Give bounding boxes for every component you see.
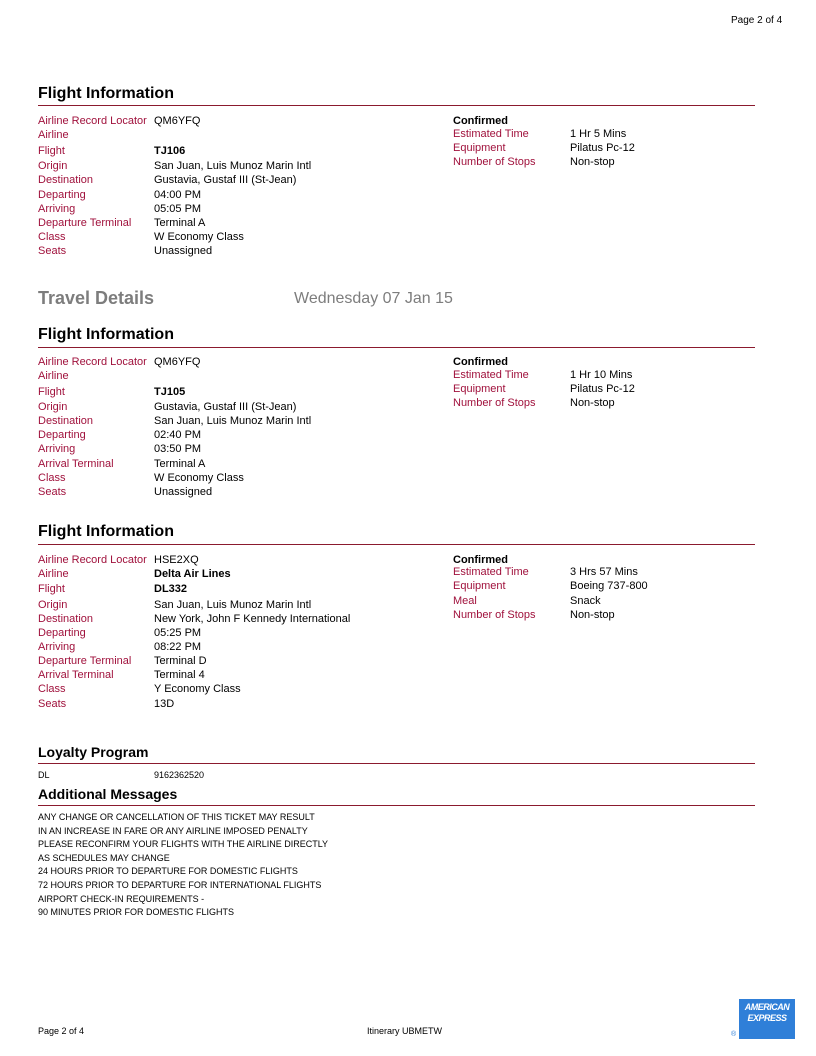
value-record-locator: QM6YFQ — [154, 115, 201, 127]
message-line: AS SCHEDULES MAY CHANGE — [38, 852, 170, 863]
value-origin: San Juan, Luis Munoz Marin Intl — [154, 599, 312, 611]
label-origin: Origin — [38, 599, 68, 611]
page-number-header: Page 2 of 4 — [731, 15, 783, 26]
label-stops: Number of Stops — [453, 609, 536, 621]
value-arrival-terminal: Terminal 4 — [154, 669, 205, 681]
value-meal: Snack — [570, 595, 601, 607]
label-estimated-time: Estimated Time — [453, 566, 529, 578]
label-arrival-terminal: Arrival Terminal — [38, 458, 114, 470]
flight-info-heading: Flight Information — [38, 85, 174, 102]
message-line: IN AN INCREASE IN FARE OR ANY AIRLINE IMPOSED PENALTY — [38, 825, 308, 836]
value-estimated-time: 1 Hr 10 Mins — [570, 369, 633, 381]
value-departure-terminal: Terminal A — [154, 217, 206, 229]
value-flight: TJ105 — [154, 386, 186, 398]
amex-logo — [739, 999, 795, 1039]
value-seats: Unassigned — [154, 245, 213, 257]
value-departure-terminal: Terminal D — [154, 655, 207, 667]
label-airline: Airline — [38, 129, 69, 141]
label-departure-terminal: Departure Terminal — [38, 217, 132, 229]
label-arriving: Arriving — [38, 443, 76, 455]
logo-line-1: AMERICAN — [744, 1002, 790, 1012]
label-departing: Departing — [38, 627, 86, 639]
value-arriving: 08:22 PM — [154, 641, 202, 653]
messages-heading: Additional Messages — [38, 786, 178, 802]
status-confirmed: Confirmed — [453, 554, 508, 566]
message-line: 90 MINUTES PRIOR FOR DOMESTIC FLIGHTS — [38, 907, 235, 918]
label-seats: Seats — [38, 486, 67, 498]
value-destination: New York, John F Kennedy International — [154, 613, 351, 625]
label-equipment: Equipment — [453, 142, 506, 154]
status-confirmed: Confirmed — [453, 356, 508, 368]
value-seats: 13D — [154, 698, 175, 710]
label-seats: Seats — [38, 245, 67, 257]
value-departing: 05:25 PM — [154, 627, 202, 639]
label-record-locator: Airline Record Locator — [38, 356, 147, 368]
label-origin: Origin — [38, 160, 68, 172]
logo-line-2: EXPRESS — [747, 1013, 787, 1023]
value-class: W Economy Class — [154, 231, 244, 243]
label-arrival-terminal: Arrival Terminal — [38, 669, 114, 681]
section-divider — [38, 105, 755, 106]
value-estimated-time: 3 Hrs 57 Mins — [570, 566, 638, 578]
page-number-footer: Page 2 of 4 — [38, 1026, 85, 1036]
label-departing: Departing — [38, 429, 86, 441]
label-equipment: Equipment — [453, 383, 506, 395]
value-stops: Non-stop — [570, 609, 615, 621]
loyalty-number: 9162362520 — [154, 770, 205, 780]
label-class: Class — [38, 472, 66, 484]
flight-info-heading: Flight Information — [38, 326, 174, 343]
value-flight: TJ106 — [154, 145, 186, 157]
messages-body — [38, 811, 328, 920]
message-line: ANY CHANGE OR CANCELLATION OF THIS TICKET MAY RESULT — [38, 812, 315, 822]
label-class: Class — [38, 683, 66, 695]
label-departure-terminal: Departure Terminal — [38, 655, 132, 667]
label-record-locator: Airline Record Locator — [38, 115, 147, 127]
travel-details-heading: Travel Details — [38, 288, 155, 308]
value-arriving: 03:50 PM — [154, 443, 202, 455]
value-equipment: Pilatus Pc-12 — [570, 383, 635, 395]
value-departing: 04:00 PM — [154, 189, 202, 201]
value-stops: Non-stop — [570, 397, 615, 409]
value-class: Y Economy Class — [154, 683, 241, 695]
value-arriving: 05:05 PM — [154, 203, 202, 215]
label-seats: Seats — [38, 698, 67, 710]
label-equipment: Equipment — [453, 580, 506, 592]
label-flight: Flight — [38, 145, 65, 157]
value-flight: DL332 — [154, 583, 188, 595]
status-confirmed: Confirmed — [453, 115, 508, 127]
value-estimated-time: 1 Hr 5 Mins — [570, 128, 627, 140]
travel-date: Wednesday 07 Jan 15 — [294, 290, 453, 307]
value-origin: Gustavia, Gustaf III (St-Jean) — [154, 401, 297, 413]
value-seats: Unassigned — [154, 486, 213, 498]
label-departing: Departing — [38, 189, 86, 201]
value-destination: San Juan, Luis Munoz Marin Intl — [154, 415, 312, 427]
message-line: 72 HOURS PRIOR TO DEPARTURE FOR INTERNATIONAL FLIGHTS — [38, 879, 322, 890]
section-divider — [38, 763, 755, 764]
label-destination: Destination — [38, 174, 94, 186]
label-airline: Airline — [38, 370, 69, 382]
value-record-locator: HSE2XQ — [154, 554, 199, 566]
label-flight: Flight — [38, 386, 65, 398]
label-destination: Destination — [38, 415, 94, 427]
value-record-locator: QM6YFQ — [154, 356, 201, 368]
message-line: AIRPORT CHECK-IN REQUIREMENTS - — [38, 893, 205, 904]
value-airline: Delta Air Lines — [154, 568, 231, 580]
label-estimated-time: Estimated Time — [453, 369, 529, 381]
value-class: W Economy Class — [154, 472, 244, 484]
value-equipment: Boeing 737-800 — [570, 580, 648, 592]
section-divider — [38, 347, 755, 348]
value-stops: Non-stop — [570, 156, 615, 168]
label-meal: Meal — [453, 595, 477, 607]
label-destination: Destination — [38, 613, 94, 625]
value-origin: San Juan, Luis Munoz Marin Intl — [154, 160, 312, 172]
loyalty-heading: Loyalty Program — [38, 744, 149, 760]
label-arriving: Arriving — [38, 203, 76, 215]
label-class: Class — [38, 231, 66, 243]
label-arriving: Arriving — [38, 641, 76, 653]
label-airline: Airline — [38, 568, 69, 580]
value-arrival-terminal: Terminal A — [154, 458, 206, 470]
label-stops: Number of Stops — [453, 397, 536, 409]
loyalty-airline: DL — [38, 770, 50, 780]
message-line: PLEASE RECONFIRM YOUR FLIGHTS WITH THE AIRLINE DIRECTLY — [38, 839, 329, 850]
registered-mark: ® — [731, 1031, 737, 1038]
value-equipment: Pilatus Pc-12 — [570, 142, 635, 154]
itinerary-id: Itinerary UBMETW — [367, 1026, 443, 1036]
section-divider — [38, 544, 755, 545]
section-divider — [38, 805, 755, 806]
label-flight: Flight — [38, 583, 65, 595]
value-destination: Gustavia, Gustaf III (St-Jean) — [154, 174, 297, 186]
flight-info-heading: Flight Information — [38, 523, 174, 540]
value-departing: 02:40 PM — [154, 429, 202, 441]
label-estimated-time: Estimated Time — [453, 128, 529, 140]
message-line: 24 HOURS PRIOR TO DEPARTURE FOR DOMESTIC FLIGHTS — [38, 866, 298, 877]
label-stops: Number of Stops — [453, 156, 536, 168]
label-record-locator: Airline Record Locator — [38, 554, 147, 566]
label-origin: Origin — [38, 401, 68, 413]
